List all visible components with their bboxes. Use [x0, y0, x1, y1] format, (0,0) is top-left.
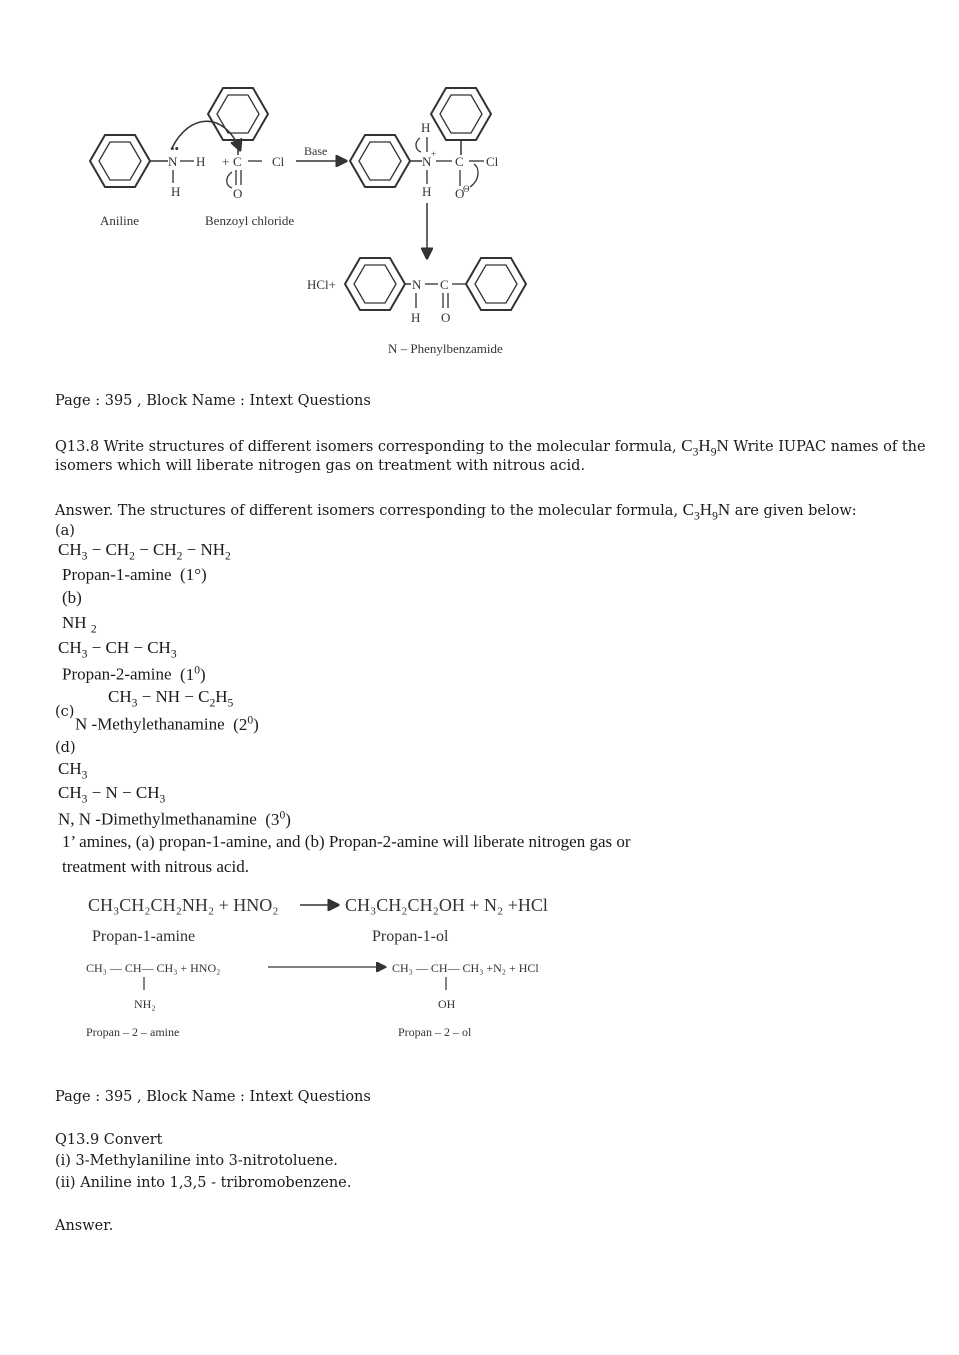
propan-2-ol-label: Propan – 2 – ol — [398, 1025, 472, 1039]
isomer-d-name — [58, 808, 291, 830]
svg-text:O: O — [233, 186, 243, 201]
question-13-8-text: Q13.8 Write structures of different isomers corresponding to the molecular formula, — [55, 439, 677, 455]
question-13-9: Q13.9 Convert — [55, 1132, 163, 1148]
product-benzene-ring-left — [345, 258, 405, 310]
reaction2-reactants: CH₃ — CH— CH₃ + HNO₂ — [86, 961, 221, 975]
svg-text:+: + — [431, 149, 437, 159]
svg-text:••: •• — [170, 141, 180, 156]
question-13-8-line2: isomers which will liberate nitrogen gas on treatment with nitrous acid. — [55, 458, 586, 474]
svg-text:Cl: Cl — [486, 154, 499, 169]
label-d: (d) — [55, 740, 76, 756]
degree-a: (1°) — [180, 565, 207, 584]
ch3-d: $CH_3$ — [58, 759, 88, 782]
answer-intro-tail: are given below: — [734, 503, 857, 519]
formula-c: $CH_3$ − NH − $C_2H_5$ — [108, 687, 234, 710]
name-d: N, N -Dimethylmethanamine — [58, 809, 257, 829]
svg-text:Θ: Θ — [463, 184, 470, 194]
propan-1-amine-label: Propan-1-amine — [92, 928, 196, 945]
svg-text:N: N — [422, 154, 432, 169]
formula-a: $CH_3 - CH_2 - CH_2 - NH_2$ — [58, 540, 231, 563]
question-13-9-item-1: (i) 3-Methylaniline into 3-nitrotoluene. — [55, 1153, 338, 1169]
aniline-benzene-ring — [90, 135, 150, 187]
page-ref-2: Page : 395 , Block Name : Intext Questions — [55, 1089, 371, 1105]
label-a: (a) — [55, 523, 75, 539]
answer-intro — [55, 500, 857, 522]
svg-text:Cl: Cl — [272, 154, 285, 169]
propan-2-amine-label: Propan – 2 – amine — [86, 1025, 180, 1039]
question-13-9-item-2: (ii) Aniline into 1,3,5 - tribromobenzene. — [55, 1175, 352, 1191]
svg-text:H: H — [196, 154, 206, 169]
formula-c3h9n: $C_3H_9N$ — [681, 436, 729, 459]
isomer-c-name — [75, 713, 259, 735]
reaction-scheme-nitrous-acid — [0, 880, 959, 1050]
intermediate-benzene-ring-top — [431, 88, 491, 140]
question-13-8-tail: Write IUPAC names of the — [733, 439, 926, 455]
name-a: Propan-1-amine — [62, 565, 172, 584]
svg-text:H: H — [171, 184, 181, 199]
svg-text:+: + — [222, 154, 230, 169]
oh-substituent: OH — [438, 997, 456, 1011]
page-ref-1: Page : 395 , Block Name : Intext Questions — [55, 393, 371, 409]
hcl-label: HCl+ — [307, 277, 337, 292]
base-label: Base — [304, 144, 328, 158]
intermediate-benzene-ring-left — [350, 135, 410, 187]
conclusion-line2: treatment with nitrous acid. — [62, 857, 249, 876]
svg-text:H: H — [411, 310, 421, 325]
degree-c: $(2^0)$ — [233, 713, 259, 734]
conclusion-line1: 1’ amines, (a) propan-1-amine, and (b) Propan-2-amine will liberate nitrogen gas or — [62, 832, 631, 851]
answer-intro-text: Answer. The structures of different isomers corresponding to the molecular formula, — [55, 503, 679, 519]
isomer-a-name — [62, 565, 207, 585]
aniline-label: Aniline — [100, 213, 139, 228]
svg-text:C: C — [455, 154, 464, 169]
name-c: N -Methylethanamine — [75, 714, 225, 734]
benzoyl-chloride-label: Benzoyl chloride — [205, 213, 295, 228]
reaction1-reactants: CH₃CH₂CH₂NH₂ + HNO₂ — [88, 895, 279, 915]
svg-text:H: H — [422, 184, 432, 199]
reaction1-products: CH₃CH₂CH₂OH + N₂ +HCl — [345, 895, 548, 915]
svg-text:N: N — [412, 277, 422, 292]
n-phenylbenzamide-label: N – Phenylbenzamide — [388, 341, 503, 356]
formula-d: $CH_3 - N - CH_3$ — [58, 783, 166, 806]
formula-c3h9n-2: $C_3H_9N$ — [682, 500, 731, 523]
reaction-scheme-benzoylation — [0, 0, 959, 370]
degree-b: $(1^0)$ — [180, 663, 206, 684]
reaction2-products: CH₃ — CH— CH₃ +N₂ + HCl — [392, 961, 539, 975]
benzoyl-benzene-ring — [208, 88, 268, 140]
name-b: Propan-2-amine — [62, 664, 172, 684]
product-benzene-ring-right — [466, 258, 526, 310]
isomer-b-name — [62, 663, 206, 685]
nh2-b: NH $_2$ — [62, 613, 97, 636]
degree-d: $(3^0)$ — [265, 808, 291, 829]
question-13-8 — [55, 436, 926, 458]
svg-text:H: H — [421, 120, 431, 135]
svg-text:O: O — [455, 186, 465, 201]
svg-text:C: C — [440, 277, 449, 292]
propan-1-ol-label: Propan-1-ol — [372, 928, 449, 945]
svg-text:O: O — [441, 310, 451, 325]
formula-b: $CH_3$ − CH − $CH_3$ — [58, 638, 177, 661]
label-b: (b) — [62, 588, 82, 607]
svg-text:N: N — [168, 154, 178, 169]
nh2-substituent: NH₂ — [134, 997, 156, 1011]
label-c: (c) — [55, 704, 75, 720]
answer-label: Answer. — [55, 1218, 114, 1234]
svg-text:C: C — [233, 154, 242, 169]
